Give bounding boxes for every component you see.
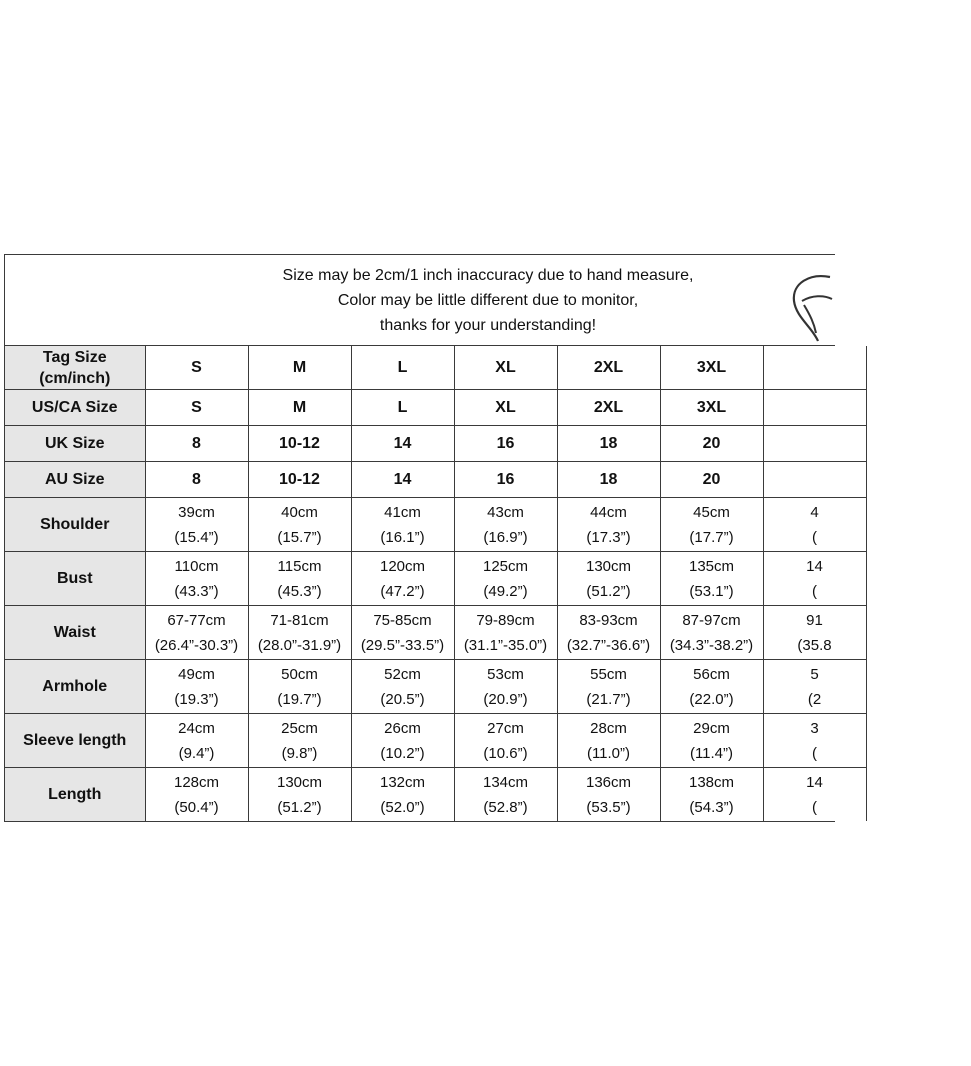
hanger-icon	[788, 269, 848, 336]
cm-value: 87-97cm	[682, 611, 741, 629]
cm-value: 83-93cm	[579, 611, 638, 629]
inch-value: (22.0”)	[689, 690, 734, 708]
measurement-cell	[763, 606, 866, 660]
size-cell: XL	[454, 390, 557, 426]
cm-value: 50cm	[281, 665, 318, 683]
measurement-row	[5, 660, 866, 714]
cm-value: 120cm	[379, 557, 426, 575]
measurement-row	[5, 498, 866, 552]
size-cell: 16	[454, 426, 557, 462]
chart-notice	[5, 255, 835, 346]
cm-value: 26cm	[384, 719, 421, 737]
row-label: AU Size	[5, 462, 145, 498]
inch-value: (45.3”)	[277, 582, 322, 600]
size-chart	[4, 254, 835, 822]
cm-value: 53cm	[487, 665, 524, 683]
measurement-cell	[763, 498, 866, 552]
measurement-row	[5, 552, 866, 606]
cm-value: 43cm	[487, 503, 524, 521]
cm-value: 125cm	[482, 557, 529, 575]
size-cell: 16	[454, 462, 557, 498]
size-cell: 2XL	[557, 346, 660, 390]
measurement-cell	[145, 660, 248, 714]
size-cell: 8	[145, 426, 248, 462]
measurement-cell	[351, 660, 454, 714]
measurement-cell	[660, 714, 763, 768]
cm-value: 25cm	[281, 719, 318, 737]
cm-value: 136cm	[585, 773, 632, 791]
size-cell: 3XL	[660, 390, 763, 426]
cm-value: 75-85cm	[373, 611, 432, 629]
cm-value: 28cm	[590, 719, 627, 737]
inch-value: (	[812, 582, 817, 600]
row-label: UK Size	[5, 426, 145, 462]
cm-value: 132cm	[379, 773, 426, 791]
cm-value: 135cm	[688, 557, 735, 575]
cm-value: 24cm	[178, 719, 215, 737]
measurement-cell	[248, 660, 351, 714]
measurement-cell	[660, 498, 763, 552]
size-cell: 10-12	[248, 462, 351, 498]
measurement-row	[5, 768, 866, 822]
cm-value: 138cm	[688, 773, 735, 791]
size-cell: 18	[557, 462, 660, 498]
cm-value: 5	[810, 665, 819, 683]
inch-value: (21.7”)	[586, 690, 631, 708]
inch-value: (51.2”)	[277, 798, 322, 816]
size-cell	[763, 390, 866, 426]
measurement-cell	[660, 768, 763, 822]
cm-value: 41cm	[384, 503, 421, 521]
inch-value: (47.2”)	[380, 582, 425, 600]
measurement-cell	[351, 768, 454, 822]
cm-value: 130cm	[276, 773, 323, 791]
size-row	[5, 426, 866, 462]
inch-value: (52.8”)	[483, 798, 528, 816]
measurement-cell	[454, 552, 557, 606]
inch-value: (10.6”)	[483, 744, 528, 762]
measurement-cell	[145, 606, 248, 660]
measurement-cell	[454, 714, 557, 768]
inch-value: (50.4”)	[174, 798, 219, 816]
inch-value: (16.9”)	[483, 528, 528, 546]
inch-value: (	[812, 528, 817, 546]
inch-value: (9.4”)	[178, 744, 215, 762]
measurement-row	[5, 714, 866, 768]
cm-value: 56cm	[693, 665, 730, 683]
size-cell	[763, 426, 866, 462]
cm-value: 71-81cm	[270, 611, 329, 629]
measurement-cell	[248, 714, 351, 768]
measurement-cell	[557, 768, 660, 822]
size-cell: S	[145, 390, 248, 426]
cm-value: 4	[810, 503, 819, 521]
notice-line-1: Size may be 2cm/1 inch inaccuracy due to hand measure,	[282, 267, 694, 284]
measurement-cell	[248, 768, 351, 822]
inch-value: (31.1”-35.0”)	[463, 636, 548, 654]
size-cell: M	[248, 346, 351, 390]
row-label: Shoulder	[5, 498, 145, 552]
row-label: Bust	[5, 552, 145, 606]
row-label: Tag Size (cm/inch)	[5, 346, 145, 390]
row-label: Length	[5, 768, 145, 822]
cm-value: 110cm	[174, 557, 219, 575]
cm-value: 128cm	[173, 773, 220, 791]
inch-value: (32.7”-36.6”)	[566, 636, 651, 654]
size-cell: L	[351, 390, 454, 426]
size-cell: 20	[660, 462, 763, 498]
cm-value: 29cm	[693, 719, 730, 737]
size-table-body	[5, 346, 866, 821]
inch-value: (2	[807, 690, 822, 708]
inch-value: (15.4”)	[174, 528, 219, 546]
inch-value: (49.2”)	[483, 582, 528, 600]
measurement-cell	[454, 768, 557, 822]
measurement-cell	[145, 714, 248, 768]
size-table	[5, 346, 867, 821]
cm-value: 3	[810, 719, 819, 737]
inch-value: (53.5”)	[586, 798, 631, 816]
size-cell: 10-12	[248, 426, 351, 462]
cm-value: 44cm	[590, 503, 627, 521]
size-cell: 8	[145, 462, 248, 498]
measurement-cell	[763, 660, 866, 714]
measurement-cell	[351, 606, 454, 660]
row-label: Sleeve length	[5, 714, 145, 768]
measurement-cell	[660, 660, 763, 714]
inch-value: (17.3”)	[586, 528, 631, 546]
cm-value: 14	[806, 557, 823, 575]
inch-value: (28.0”-31.9”)	[257, 636, 342, 654]
cm-value: 55cm	[590, 665, 627, 683]
row-label: Armhole	[5, 660, 145, 714]
inch-value: (19.7”)	[277, 690, 322, 708]
measurement-cell	[248, 498, 351, 552]
cm-value: 115cm	[277, 557, 322, 575]
cm-value: 14	[806, 773, 823, 791]
row-label: Waist	[5, 606, 145, 660]
measurement-cell	[763, 714, 866, 768]
inch-value: (35.8	[797, 636, 832, 654]
inch-value: (10.2”)	[380, 744, 425, 762]
cm-value: 67-77cm	[167, 611, 226, 629]
measurement-cell	[248, 606, 351, 660]
row-label: US/CA Size	[5, 390, 145, 426]
size-cell	[763, 346, 866, 390]
measurement-cell	[351, 714, 454, 768]
cm-value: 91	[806, 611, 823, 629]
notice-line-3: thanks for your understanding!	[379, 317, 597, 334]
cm-value: 134cm	[482, 773, 529, 791]
inch-value: (53.1”)	[689, 582, 734, 600]
inch-value: (20.9”)	[483, 690, 528, 708]
size-cell: S	[145, 346, 248, 390]
cm-value: 49cm	[178, 665, 215, 683]
measurement-cell	[763, 552, 866, 606]
inch-value: (16.1”)	[380, 528, 425, 546]
inch-value: (	[812, 744, 817, 762]
inch-value: (11.0”)	[586, 744, 631, 762]
inch-value: (11.4”)	[689, 744, 734, 762]
size-cell: 2XL	[557, 390, 660, 426]
cm-value: 52cm	[384, 665, 421, 683]
cm-value: 40cm	[281, 503, 318, 521]
cm-value: 45cm	[693, 503, 730, 521]
size-row	[5, 390, 866, 426]
inch-value: (29.5”-33.5”)	[360, 636, 445, 654]
inch-value: (26.4”-30.3”)	[154, 636, 239, 654]
inch-value: (51.2”)	[586, 582, 631, 600]
measurement-cell	[351, 498, 454, 552]
cm-value: 27cm	[487, 719, 524, 737]
cm-value: 130cm	[585, 557, 632, 575]
cm-value: 39cm	[178, 503, 215, 521]
measurement-cell	[454, 660, 557, 714]
measurement-cell	[145, 498, 248, 552]
measurement-cell	[557, 714, 660, 768]
measurement-cell	[660, 552, 763, 606]
size-row	[5, 346, 866, 390]
inch-value: (54.3”)	[689, 798, 734, 816]
size-cell: L	[351, 346, 454, 390]
size-row	[5, 462, 866, 498]
measurement-cell	[454, 606, 557, 660]
measurement-cell	[454, 498, 557, 552]
size-cell: 20	[660, 426, 763, 462]
measurement-cell	[248, 552, 351, 606]
cm-value: 79-89cm	[476, 611, 535, 629]
inch-value: (19.3”)	[174, 690, 219, 708]
measurement-cell	[557, 606, 660, 660]
size-cell: 3XL	[660, 346, 763, 390]
measurement-cell	[557, 552, 660, 606]
size-cell: XL	[454, 346, 557, 390]
measurement-cell	[145, 768, 248, 822]
inch-value: (17.7”)	[689, 528, 734, 546]
size-cell	[763, 462, 866, 498]
notice-line-2: Color may be little different due to monitor,	[337, 292, 639, 309]
inch-value: (15.7”)	[277, 528, 322, 546]
inch-value: (	[812, 798, 817, 816]
size-cell: 14	[351, 426, 454, 462]
measurement-cell	[557, 660, 660, 714]
measurement-cell	[763, 768, 866, 822]
size-cell: M	[248, 390, 351, 426]
measurement-cell	[557, 498, 660, 552]
inch-value: (20.5”)	[380, 690, 425, 708]
size-cell: 14	[351, 462, 454, 498]
size-cell: 18	[557, 426, 660, 462]
measurement-cell	[351, 552, 454, 606]
inch-value: (43.3”)	[174, 582, 219, 600]
inch-value: (34.3”-38.2”)	[669, 636, 754, 654]
inch-value: (52.0”)	[380, 798, 425, 816]
measurement-cell	[660, 606, 763, 660]
measurement-cell	[145, 552, 248, 606]
inch-value: (9.8”)	[281, 744, 318, 762]
measurement-row	[5, 606, 866, 660]
